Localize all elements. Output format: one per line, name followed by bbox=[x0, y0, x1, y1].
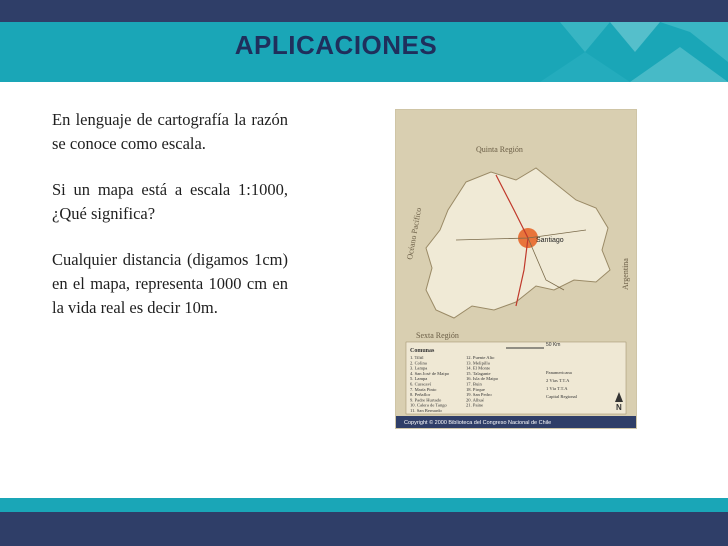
north-arrow-icon: N bbox=[616, 403, 622, 412]
legend-item-label: 1 Vía T.T.A bbox=[546, 386, 568, 391]
paragraph-answer: Cualquier distancia (digamos 1cm) en el mapa, representa 1000 cm en la vida real es decir 10m. bbox=[52, 250, 288, 317]
commune-label: 1. Tiltil bbox=[410, 355, 424, 360]
commune-label: 18. Pirque bbox=[466, 386, 485, 392]
commune-label: 20. Alhué bbox=[466, 397, 484, 403]
commune-label: 17. Buin bbox=[466, 381, 482, 387]
commune-label: 6. Curacaví bbox=[410, 381, 432, 387]
body-text bbox=[52, 108, 288, 342]
commune-label: 11. San Bernardo bbox=[410, 408, 442, 413]
label-quinta-region: Quinta Región bbox=[476, 145, 523, 154]
commune-label: 8. Peñaflor bbox=[410, 392, 431, 398]
label-santiago: Santiago bbox=[536, 237, 564, 244]
commune-label: 12. Puente Alto bbox=[466, 355, 495, 360]
commune-label: 16. Isla de Maipo bbox=[466, 376, 499, 382]
label-ocean: Océano Pacífico bbox=[405, 206, 424, 261]
paragraph-definition: En lenguaje de cartografía la razón se conoce como escala. bbox=[52, 110, 288, 153]
legend-title: Comunas bbox=[410, 348, 435, 354]
commune-label: 7. María Pinto bbox=[410, 386, 437, 392]
legend-item-label: 2 Vías T.T.A bbox=[546, 378, 570, 383]
commune-label: 14. El Monte bbox=[466, 365, 491, 371]
bottom-band bbox=[0, 498, 728, 512]
top-bar bbox=[0, 0, 728, 22]
commune-label: 10. Calera de Tango bbox=[410, 402, 447, 408]
legend-item-label: Capital Regional bbox=[546, 394, 578, 399]
commune-label: 21. Paine bbox=[466, 402, 484, 408]
commune-label: 5. Lampa bbox=[410, 376, 428, 382]
map-copyright: Copyright © 2000 Biblioteca del Congreso Nacional de Chile bbox=[404, 420, 552, 426]
scale-label: 50 Km bbox=[546, 342, 561, 348]
legend-item-label: Panamericana bbox=[546, 370, 572, 375]
commune-label: 13. Melipilla bbox=[466, 360, 490, 366]
commune-label: 19. San Pedro bbox=[466, 392, 492, 398]
bottom-bar bbox=[0, 512, 728, 546]
paragraph-question: Si un mapa está a escala 1:1000, ¿Qué significa? bbox=[52, 180, 288, 223]
slide-title: APLICACIONES bbox=[234, 30, 438, 60]
commune-label: 15. Talagante bbox=[466, 370, 491, 376]
label-argentina: Argentina bbox=[621, 258, 630, 290]
commune-label: 9. Padre Hurtado bbox=[410, 397, 442, 403]
commune-label: 2. Colina bbox=[410, 360, 427, 366]
map-image bbox=[396, 110, 636, 428]
label-sexta-region: Sexta Región bbox=[416, 331, 459, 340]
commune-label: 3. Lampa bbox=[410, 365, 428, 371]
commune-label: 4. San José de Maipo bbox=[410, 370, 450, 376]
